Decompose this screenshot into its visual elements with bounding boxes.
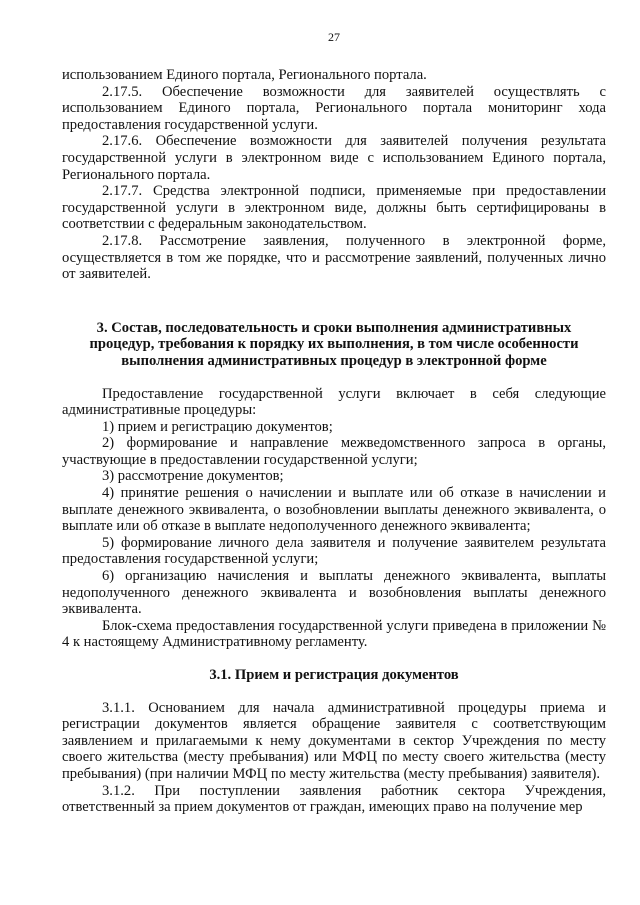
paragraph-2-17-8: 2.17.8. Рассмотрение заявления, полученного в электронной форме, осуществляется в том же порядке, что и рассмотрение заявлений, полученных лично от заявителей. (62, 232, 606, 283)
page-number: 27 (328, 30, 340, 44)
paragraph-2-17-7: 2.17.7. Средства электронной подписи, применяемые при предоставлении государственной услуги в электронном виде, должны быть сертифицированы в соответствии с федеральным законодательством. (62, 183, 606, 233)
subsection-spacer-before (62, 651, 606, 667)
list-item-1: 1) прием и регистрацию документов; (102, 418, 333, 435)
list-item-2: 2) формирование и направление межведомственного запроса в органы, участвующие в предоставлении государственной услуги; (62, 435, 606, 468)
section-spacer (62, 283, 606, 320)
subsection-heading-3-1: 3.1. Прием и регистрация документов (209, 667, 459, 683)
section-heading-3: 3. Состав, последовательность и сроки выполнения административных процедур, требования к порядку их выполнения, в том числе особенности выполнения административных процедур в электронной форме (89, 319, 579, 369)
document-page (62, 30, 606, 816)
list-item-3: 3) рассмотрение документов; (102, 468, 284, 485)
list-item-6: 6) организацию начисления и выплаты денежного эквивалента, выплаты недополученного денежного эквивалента и возобновления выплаты денежного эквивалента. (62, 568, 606, 618)
paragraph-2-17-5: 2.17.5. Обеспечение возможности для заявителей осуществлять с использованием Единого портала, Регионального портала мониторинг хода предоставления государственной услуги. (62, 83, 606, 133)
paragraph-intro: Предоставление государственной услуги включает в себя следующие административные процедуры: (62, 385, 606, 419)
paragraph-block-scheme: Блок-схема предоставления государственной услуги приведена в приложении № 4 к настоящему Административному регламенту. (62, 617, 606, 651)
paragraph-3-1-1: 3.1.1. Основанием для начала административной процедуры приема и регистрации документов является обращение заявителя с соответствующим заявлением и прилагаемыми к нему документами в сектор Учреждения по месту своего жительства (месту пребывания) или МФЦ по месту своего жительства (месту пребывания) (при наличии МФЦ по месту жительства (месту пребывания) заявителя). (62, 699, 606, 782)
list-item-5: 5) формирование личного дела заявителя и получение заявителем результата предоставления государственной услуги; (62, 534, 606, 568)
list-item-4: 4) принятие решения о начислении и выплате или об отказе в начислении и выплате денежного эквивалента, о возобновлении выплаты денежного эквивалента, о выплате или об отказе в выплате недополученного денежного эквивалента; (62, 485, 606, 535)
subsection-spacer-after (62, 684, 606, 700)
paragraph-continuation: использованием Единого портала, Регионального портала. (62, 67, 427, 83)
paragraph-3-1-2: 3.1.2. При поступлении заявления работник сектора Учреждения, ответственный за прием документов от граждан, имеющих право на получение мер (62, 782, 606, 816)
heading-spacer (62, 370, 606, 386)
paragraph-2-17-6: 2.17.6. Обеспечение возможности для заявителей получения результата государственной услуги в электронном виде с использованием Единого портала, Регионального портала. (62, 133, 606, 183)
